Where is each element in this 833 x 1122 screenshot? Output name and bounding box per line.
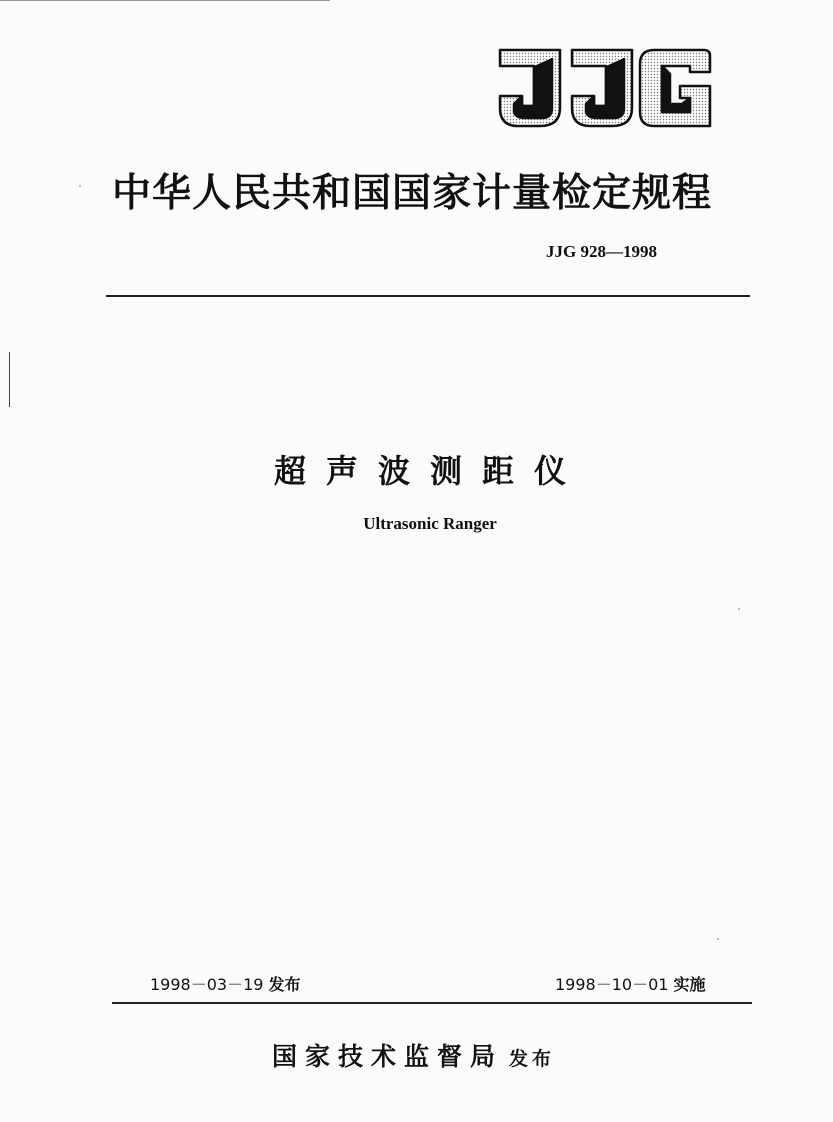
jjg-logo	[494, 46, 716, 132]
issue-label: 发布	[268, 975, 301, 994]
scan-edge-line	[0, 0, 330, 1]
publisher-name: 国家技术监督局	[272, 1042, 504, 1071]
scan-speck	[738, 608, 740, 610]
document-title-chinese: 超声波测距仪	[273, 452, 586, 490]
issue-date-line	[150, 972, 301, 995]
scan-margin-mark	[9, 352, 10, 407]
scan-speck	[717, 938, 719, 940]
issue-date: 1998－03－19	[150, 975, 264, 994]
publisher-line	[272, 1037, 555, 1073]
document-title-english: Ultrasonic Ranger	[363, 514, 497, 533]
scan-speck	[79, 185, 81, 187]
publisher-action: 发布	[509, 1048, 556, 1070]
regulation-series-title: 中华人民共和国国家计量检定规程	[112, 170, 713, 216]
top-divider	[106, 295, 750, 297]
bottom-divider	[112, 1002, 752, 1004]
effective-date-line	[555, 972, 706, 995]
effective-date: 1998－10－01	[555, 975, 669, 994]
effective-label: 实施	[673, 975, 706, 994]
regulation-code: JJG 928—1998	[546, 242, 657, 261]
